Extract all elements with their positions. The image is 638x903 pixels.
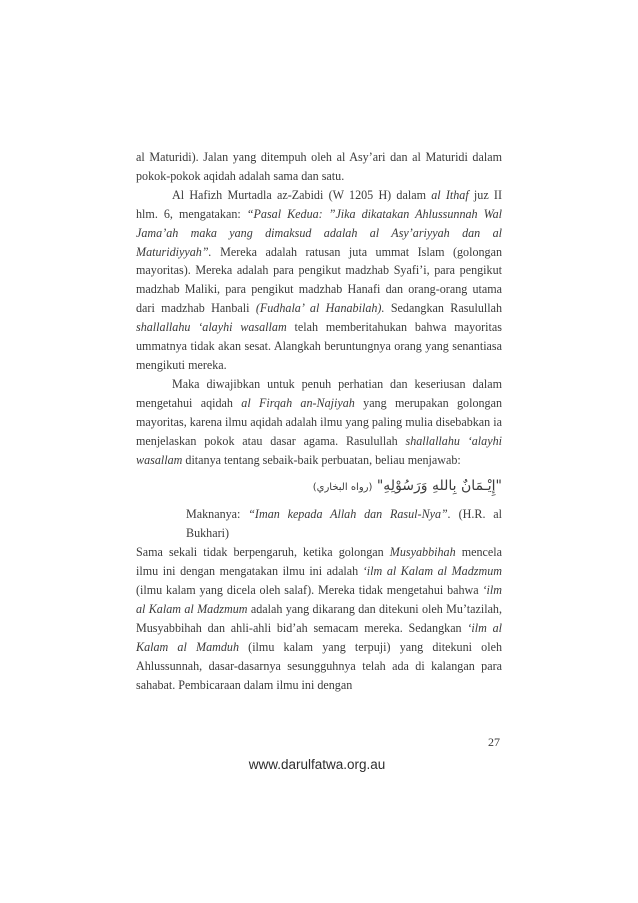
footer — [0, 757, 638, 772]
hadith-text: "إِيْـمَانٌ بِاللهِ وَرَسُوْلِهِ" — [376, 478, 502, 495]
text-run: “Iman kepada Allah dan Rasul-Nya”. — [248, 507, 451, 522]
text-run: (ilmu kalam yang terpuji) yang ditekuni oleh Ahlussunnah, dasar-dasarnya sesungguhnya telah ada di kalangan para sahabat. Pembicaraan dalam ilmu ini dengan — [136, 639, 502, 692]
paragraph-2 — [136, 186, 502, 375]
text-run: al Ithaf — [431, 187, 469, 202]
page-number: 27 — [488, 735, 500, 749]
text-run: ditanya tentang sebaik-baik perbuatan, beliau menjawab: — [182, 452, 461, 467]
text-run: shallallahu ‘alayhi wasallam — [136, 433, 502, 467]
text-run: telah memberitahukan bahwa mayoritas ummatnya tidak akan sesat. Alangkah beruntungnya orang yang senantiasa mengikuti mereka. — [136, 320, 502, 372]
text-run: Sama sekali tidak berpengaruh, ketika golongan — [136, 545, 390, 560]
text-run: Al Hafizh Murtadla az-Zabidi (W 1205 H) dalam — [172, 187, 432, 202]
text-run: ‘ilm al Kalam al Mamduh — [136, 620, 502, 654]
paragraph-3 — [136, 375, 502, 470]
hadith-source: (رواه البخاري) — [312, 482, 373, 494]
hadith-arabic — [136, 473, 502, 501]
text-run: Maka diwajibkan untuk penuh perhatian dan keseriusan dalam mengetahui aqidah — [136, 376, 502, 410]
page-body — [136, 148, 502, 694]
footer-url[interactable]: www.darulfatwa.org.au — [248, 757, 386, 772]
paragraph-4 — [136, 543, 502, 694]
text-run: adalah yang dikarang dan ditekuni oleh Mu’tazilah, Musyabbihah dan ahli-ahli bid’ah semacam mereka. Sedangkan — [136, 601, 503, 635]
text-run: juz II hlm. 6, mengatakan: — [136, 187, 502, 221]
text-run: al Firqah an-Najiyah — [241, 395, 355, 410]
hadith-meaning — [186, 505, 502, 543]
text-run: shallallahu ‘alayhi wasallam — [136, 320, 287, 335]
paragraph-1: al Maturidi). Jalan yang ditempuh oleh al Asy’ari dan al Maturidi dalam pokok-pokok aqidah adalah sama dan satu. — [136, 150, 502, 183]
text-run: Musyabbihah — [389, 545, 456, 560]
text-run: Mereka adalah ratusan juta ummat Islam (golongan mayoritas). Mereka adalah para pengikut madzhab Syafi’i, para pengikut madzhab Maliki, para pengikut madzhab Hanafi dan orang-orang utama dari madzhab Hanbali — [136, 244, 502, 316]
text-run: “Pasal Kedua: ”Jika dikatakan Ahlussunnah Wal Jama’ah maka yang dimaksud adalah al Asy’ariyyah dan al Maturidiyyah”. — [136, 206, 502, 259]
text-run: mencela ilmu ini dengan mengatakan ilmu ini adalah — [136, 545, 503, 579]
text-run: ‘ilm al Kalam al Madzmum — [136, 583, 502, 616]
text-run: (Fudhala’ al Hanabilah). — [255, 301, 385, 316]
text-run: ‘ilm al Kalam al Madzmum — [362, 564, 502, 579]
text-run: Sedangkan Rasulullah — [384, 301, 502, 316]
text-run: yang merupakan golongan mayoritas, karena ilmu aqidah adalah ilmu yang paling mulia disebabkan ia menjelaskan pokok atau dasar agama. Rasulullah — [136, 395, 502, 448]
text-run: Maknanya: — [186, 507, 249, 522]
text-run: (H.R. al Bukhari) — [186, 507, 502, 541]
text-run: (ilmu kalam yang dicela oleh salaf). Mereka tidak mengetahui bahwa — [136, 583, 483, 598]
